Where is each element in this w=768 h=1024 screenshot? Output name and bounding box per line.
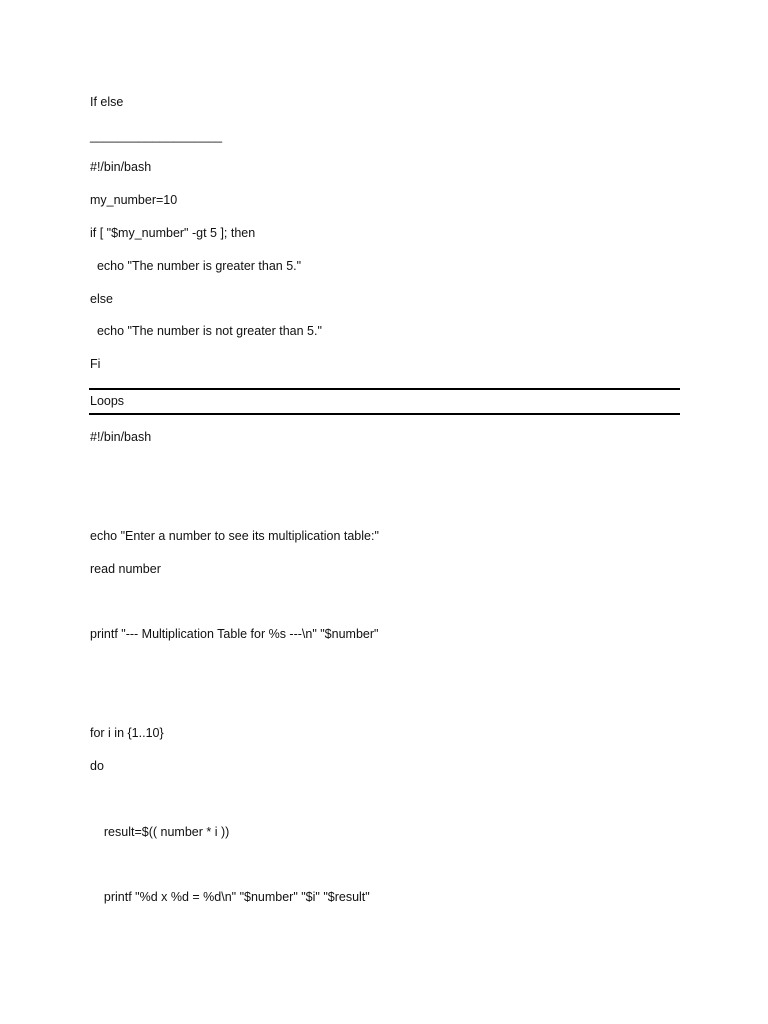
code-line-printf-header: printf "--- Multiplication Table for %s ---\n" "$number" — [90, 627, 379, 641]
section-divider-bottom — [89, 413, 680, 415]
code-line-read: read number — [90, 562, 161, 576]
section-divider-top — [89, 388, 680, 390]
heading-underline: ___________________ — [90, 129, 223, 143]
code-line-do: do — [90, 759, 104, 773]
code-line-shebang: #!/bin/bash — [90, 160, 152, 174]
loops-heading: Loops — [90, 394, 125, 408]
code-line-else: else — [90, 292, 113, 306]
code-line-echo-not-greater: echo "The number is not greater than 5." — [90, 324, 322, 338]
code-line-result: result=$(( number * i )) — [90, 825, 230, 839]
code-line-assignment: my_number=10 — [90, 193, 178, 207]
if-else-heading: If else — [90, 95, 124, 109]
code-line-echo-prompt: echo "Enter a number to see its multiplication table:" — [90, 529, 379, 543]
code-line-echo-greater: echo "The number is greater than 5." — [90, 259, 302, 273]
code-line-for: for i in {1..10} — [90, 726, 164, 740]
code-line-printf-row: printf "%d x %d = %d\n" "$number" "$i" "$result" — [90, 890, 370, 904]
code-line-shebang-2: #!/bin/bash — [90, 430, 152, 444]
code-line-if-condition: if [ "$my_number" -gt 5 ]; then — [90, 226, 256, 240]
code-line-fi: Fi — [90, 357, 101, 371]
